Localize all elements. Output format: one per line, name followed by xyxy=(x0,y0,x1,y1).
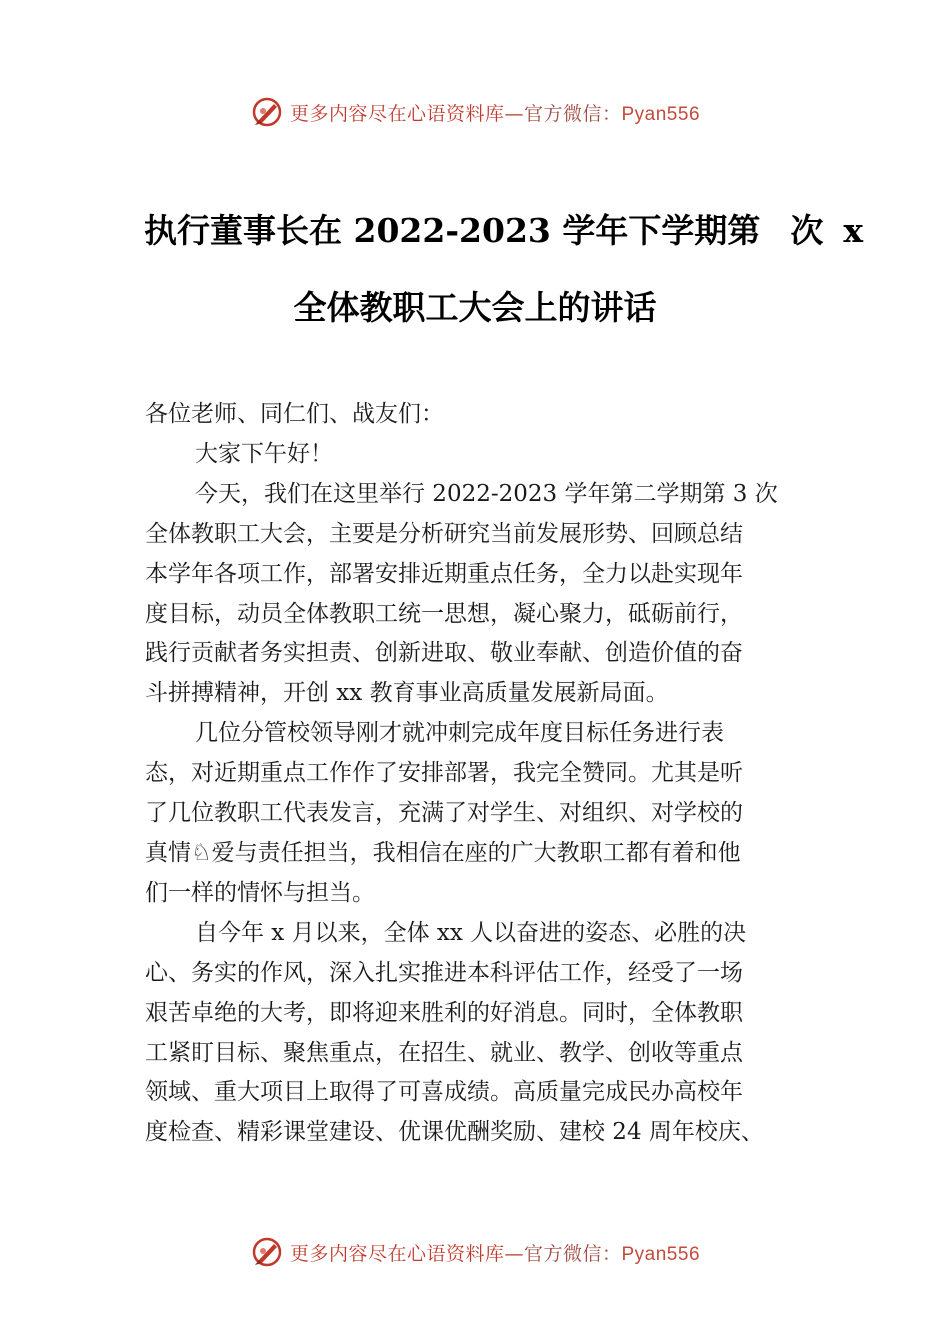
body-line: 本学年各项工作，部署安排近期重点任务，全力以赴实现年 xyxy=(145,560,743,587)
banner-wechat-label: 官方微信： xyxy=(523,1242,622,1265)
body-line: 践行贡献者务实担责、创新进取、敬业奉献、创造价值的奋 xyxy=(145,640,743,667)
body-line: 工紧盯目标、聚焦重点，在招生、就业、教学、创收等重点 xyxy=(145,1039,743,1066)
body-line: 艰苦卓绝的大考，即将迎来胜利的好消息。同时，全体教职 xyxy=(145,999,743,1026)
banner-text xyxy=(290,99,700,126)
body-line: 全体教职工大会，主要是分析研究当前发展形势、回顾总结 xyxy=(145,520,743,547)
title-part-c: x xyxy=(843,211,864,250)
pen-circle-logo-icon xyxy=(250,95,284,129)
document-title-line2: 全体教职工大会上的讲话 xyxy=(293,288,657,327)
banner-separator: — xyxy=(504,1242,524,1265)
body-line: 度检查、精彩课堂建设、优课优酬奖励、建校 24 周年校庆、 xyxy=(145,1119,764,1146)
document-title-line1 xyxy=(144,205,864,252)
body-line: 了几位教职工代表发言，充满了对学生、对组织、对学校的 xyxy=(145,800,743,827)
body-line: 心、务实的作风，深入扎实推进本科评估工作，经受了一场 xyxy=(145,959,743,986)
header-banner xyxy=(0,92,950,132)
footer-banner xyxy=(0,1232,950,1272)
title-part-b: 次 xyxy=(790,211,824,250)
banner-wechat-id: Pyan556 xyxy=(621,1243,701,1265)
greeting: 大家下午好！ xyxy=(195,440,333,467)
banner-main-text: 更多内容尽在心语资料库 xyxy=(289,102,505,125)
body-line: 自今年 x 月以来，全体 xx 人以奋进的姿态、必胜的决 xyxy=(195,919,747,946)
banner-wechat-label: 官方微信： xyxy=(523,102,622,125)
body-line: 今天，我们在这里举行 2022-2023 学年第二学期第 3 次 xyxy=(195,480,778,507)
body-line: 真情♘爱与责任担当，我相信在座的广大教职工都有着和他 xyxy=(145,839,741,866)
body-line: 领域、重大项目上取得了可喜成绩。高质量完成民办高校年 xyxy=(145,1079,743,1106)
body-line: 态，对近期重点工作作了安排部署，我完全赞同。尤其是听 xyxy=(145,760,743,787)
body-line: 度目标，动员全体教职工统一思想，凝心聚力，砥砺前行， xyxy=(145,600,743,627)
banner-wechat-id: Pyan556 xyxy=(621,103,701,125)
banner-text xyxy=(290,1239,700,1266)
salutation: 各位老师、同仁们、战友们： xyxy=(145,401,444,427)
banner-separator: — xyxy=(504,102,524,125)
body-line: 们一样的情怀与担当。 xyxy=(145,879,375,906)
pen-circle-logo-icon xyxy=(250,1235,284,1269)
document-body xyxy=(145,395,810,1153)
title-part-a: 执行董事长在 2022-2023 学年下学期第 xyxy=(144,211,761,250)
body-line: 斗拼搏精神，开创 xx 教育事业高质量发展新局面。 xyxy=(145,680,669,707)
banner-main-text: 更多内容尽在心语资料库 xyxy=(289,1242,505,1265)
body-line: 几位分管校领导刚才就冲刺完成年度目标任务进行表 xyxy=(195,720,724,747)
